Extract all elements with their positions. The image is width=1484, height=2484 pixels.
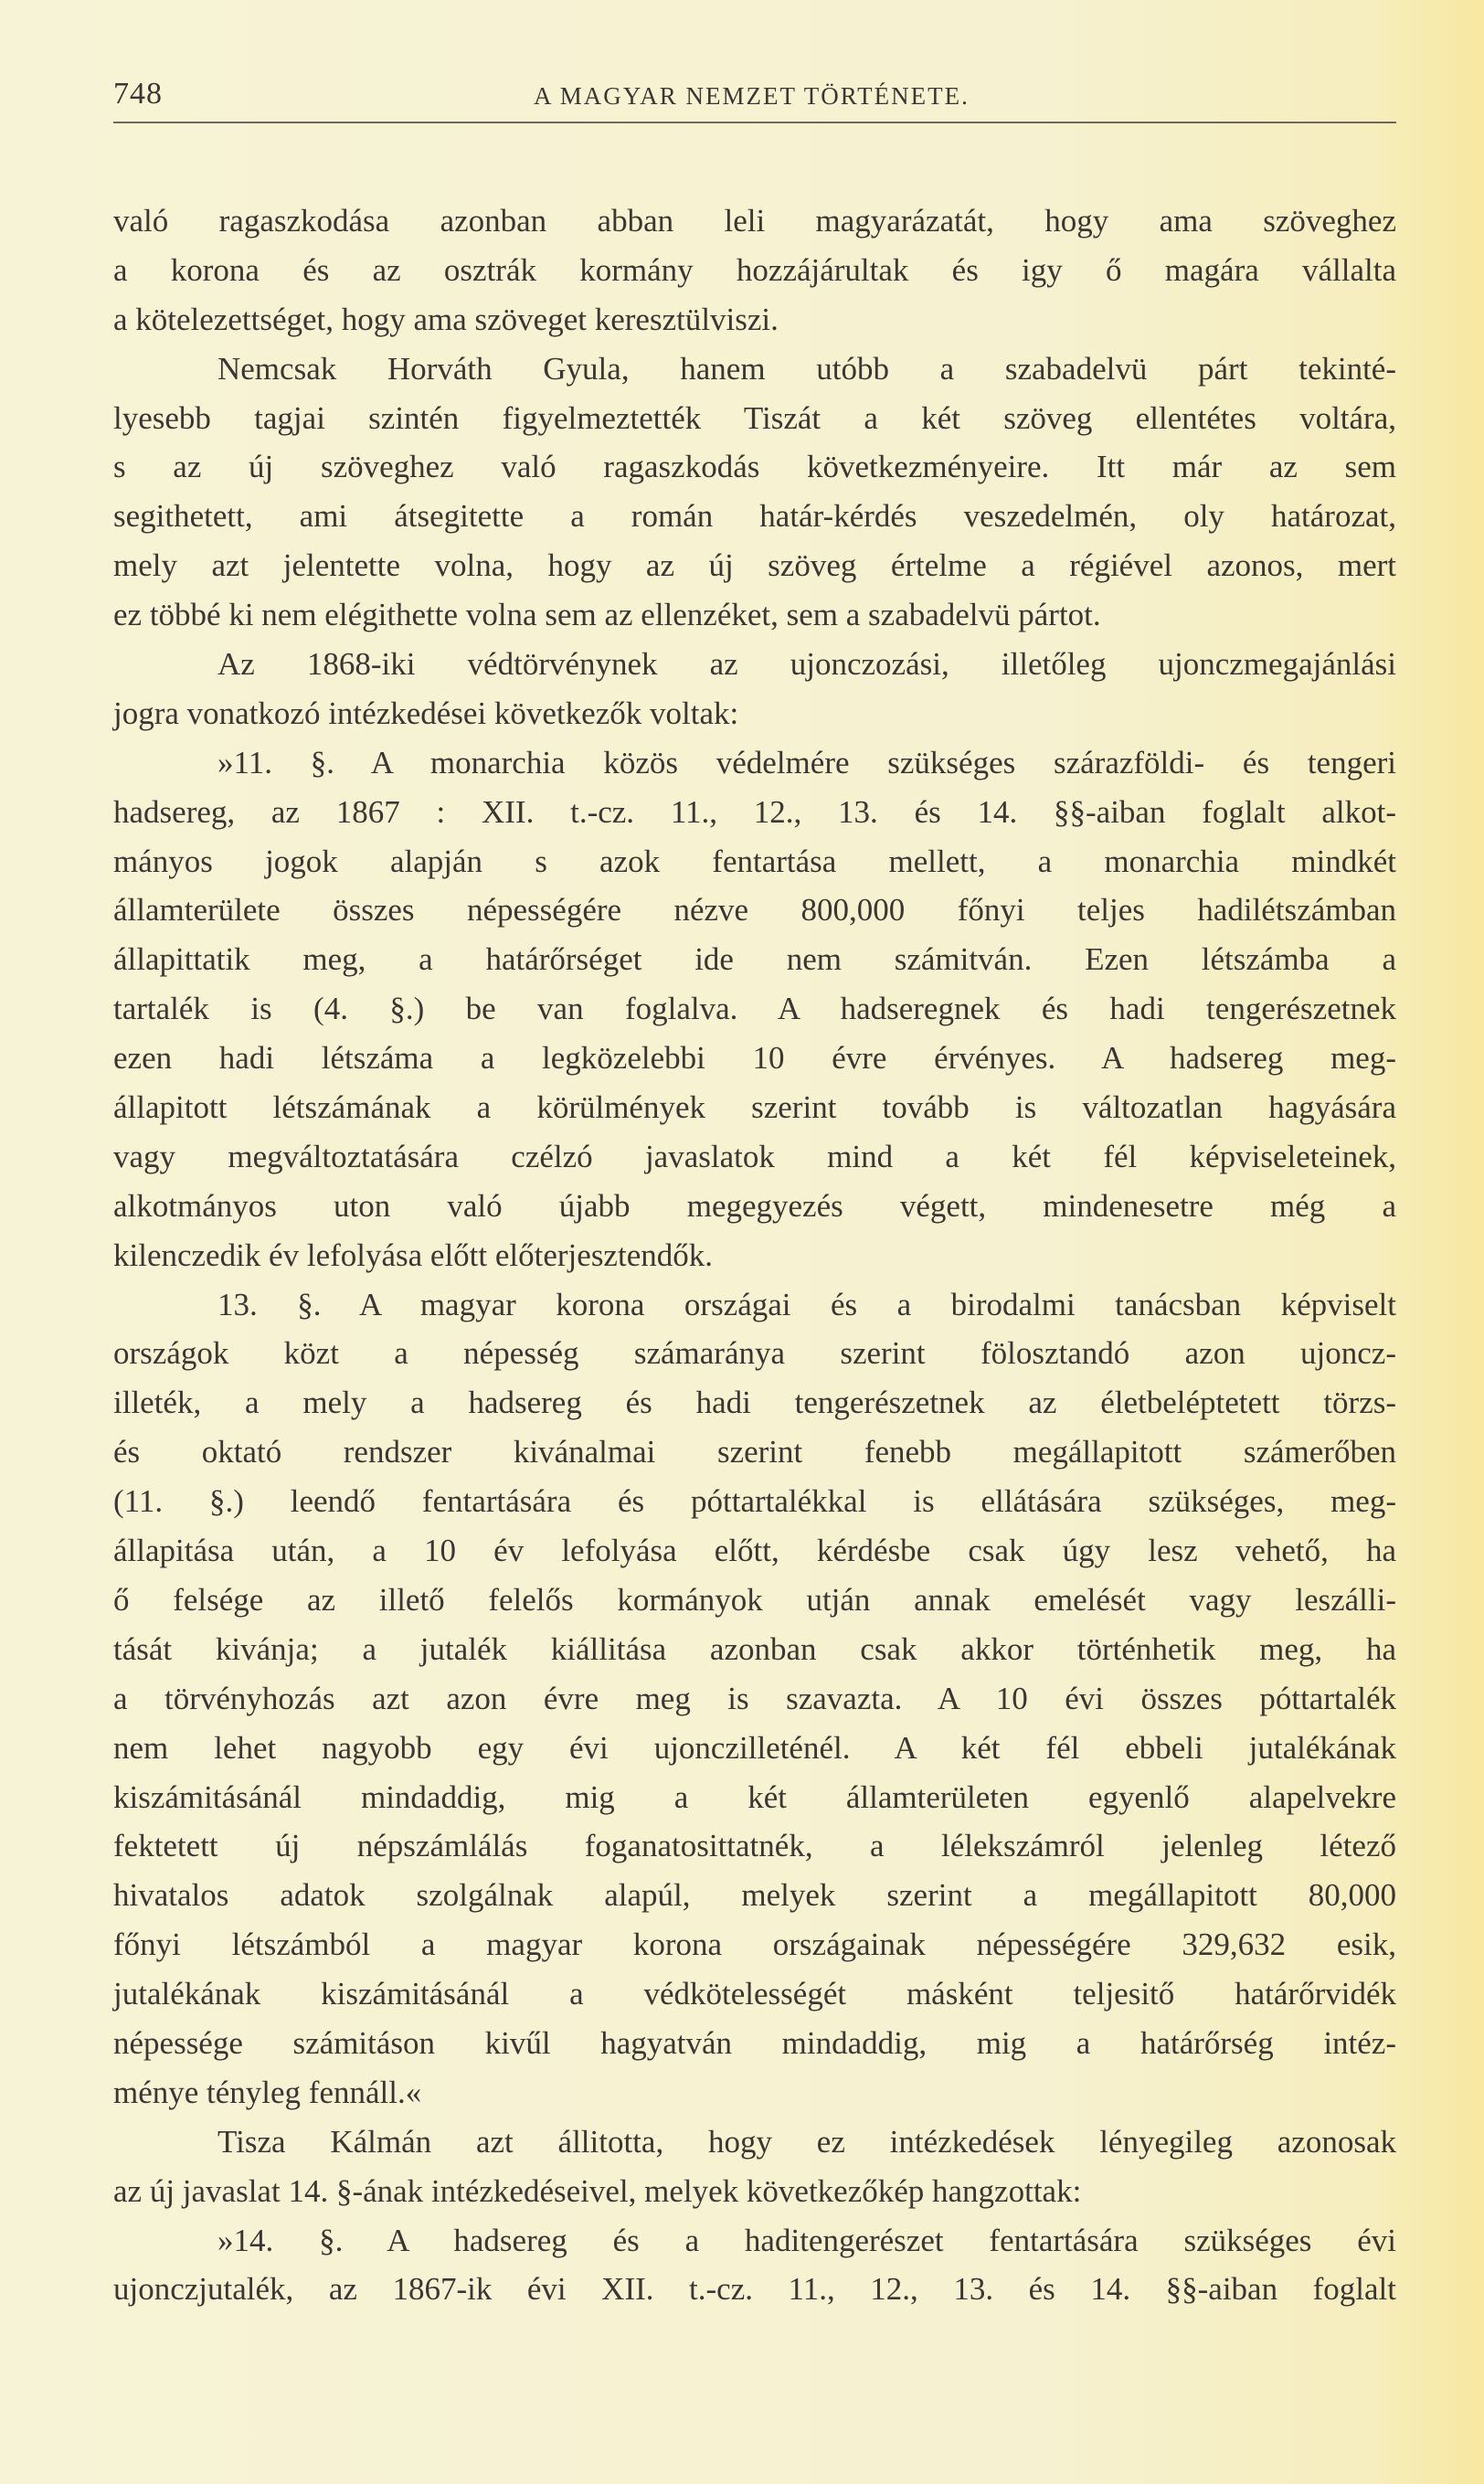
text-line: államterülete összes népességére nézve 800,000 főnyi teljes hadilétszámban xyxy=(113,892,1396,929)
text-line: és oktató rendszer kivánalmai szerint fenebb megállapitott számerőben xyxy=(113,1434,1396,1470)
text-line: a törvényhozás azt azon évre meg is szavazta. A 10 évi összes póttartalék xyxy=(113,1680,1396,1716)
body-text xyxy=(113,196,1396,2314)
text-line: vagy megváltoztatására czélzó javaslatok mind a két fél képviseleteinek, xyxy=(113,1138,1396,1174)
running-title: A MAGYAR NEMZET TÖRTÉNETE. xyxy=(534,82,970,110)
text-line: kilenczedik év lefolyása előtt előterjesztendők. xyxy=(113,1237,713,1273)
text-line: fektetett új népszámlálás foganatosittatnék, a lélekszámról jelenleg létező xyxy=(113,1828,1396,1864)
text-line: a korona és az osztrák kormány hozzájárultak és igy ő magára vállalta xyxy=(113,251,1396,288)
text-line: (11. §.) leendő fentartására és póttartalékkal is ellátására szükséges, meg- xyxy=(113,1483,1396,1520)
text-line: s az új szöveghez való ragaszkodás következményeire. Itt már az sem xyxy=(113,449,1396,485)
text-line: nem lehet nagyobb egy évi ujonczilleténél. A két fél ebbeli jutalékának xyxy=(113,1729,1396,1766)
text-line: mányos jogok alapján s azok fentartása mellett, a monarchia mindkét xyxy=(113,843,1396,879)
text-line: alkotmányos uton való újabb megegyezés végett, mindenesetre még a xyxy=(113,1187,1396,1224)
page-number: 748 xyxy=(113,77,163,111)
text-line: az új javaslat 14. §-ának intézkedéseivel, melyek következőkép hangzottak: xyxy=(113,2172,1082,2209)
text-line: »11. §. A monarchia közös védelmére szükséges szárazföldi- és tengeri xyxy=(217,744,1396,780)
text-line: ménye tényleg fennáll.« xyxy=(113,2074,422,2110)
text-line: állapitása után, a 10 év lefolyása előtt, kérdésbe csak úgy lesz vehető, ha xyxy=(113,1533,1396,1569)
text-line: Nemcsak Horváth Gyula, hanem utóbb a szabadelvü párt tekinté- xyxy=(217,350,1396,387)
text-line: 13. §. A magyar korona országai és a birodalmi tanácsban képviselt xyxy=(217,1286,1396,1322)
text-line: jogra vonatkozó intézkedései következők voltak: xyxy=(113,695,739,731)
text-line: hadsereg, az 1867 : XII. t.-cz. 11., 12., 13. és 14. §§-aiban foglalt alkot- xyxy=(113,793,1396,830)
text-line: főnyi létszámból a magyar korona országainak népességére 329,632 esik, xyxy=(113,1927,1396,1963)
text-line: »14. §. A hadsereg és a haditengerészet fentartására szükséges évi xyxy=(217,2222,1396,2258)
text-line: hivatalos adatok szolgálnak alapúl, melyek szerint a megállapitott 80,000 xyxy=(113,1877,1396,1914)
text-line: ujonczjutalék, az 1867-ik évi XII. t.-cz. 11., 12., 13. és 14. §§-aiban foglalt xyxy=(113,2271,1396,2308)
text-line: állapitott létszámának a körülmények szerint tovább is változatlan hagyására xyxy=(113,1089,1396,1126)
text-line: kiszámitásánál mindaddig, mig a két államterületen egyenlő alapelvekre xyxy=(113,1778,1396,1815)
text-line: segithetett, ami átsegitette a román határ-kérdés veszedelmén, oly határozat, xyxy=(113,498,1396,535)
running-header xyxy=(113,77,1396,117)
text-line: mely azt jelentette volna, hogy az új szöveg értelme a régiével azonos, mert xyxy=(113,547,1396,584)
text-line: Tisza Kálmán azt állitotta, hogy ez intézkedések lényegileg azonosak xyxy=(217,2123,1396,2160)
text-line: ő felsége az illető felelős kormányok utján annak emelését vagy leszálli- xyxy=(113,1581,1396,1618)
text-line: országok közt a népesség számaránya szerint fölosztandó azon ujoncz- xyxy=(113,1335,1396,1372)
text-line: való ragaszkodása azonban abban leli magyarázatát, hogy ama szöveghez xyxy=(113,203,1396,239)
text-line: jutalékának kiszámitásánál a védkötelességét másként teljesitő határőrvidék xyxy=(113,1976,1396,2012)
text-line: a kötelezettséget, hogy ama szöveget keresztülviszi. xyxy=(113,301,779,337)
text-line: népessége számitáson kivűl hagyatván mindaddig, mig a határőrség intéz- xyxy=(113,2024,1396,2061)
text-line: Az 1868-iki védtörvénynek az ujonczozási, illetőleg ujonczmegajánlási xyxy=(217,646,1396,683)
text-line: lyesebb tagjai szintén figyelmeztették Tiszát a két szöveg ellentétes voltára, xyxy=(113,399,1396,436)
text-line: ez többé ki nem elégithette volna sem az ellenzéket, sem a szabadelvü pártot. xyxy=(113,597,1101,633)
text-line: tartalék is (4. §.) be van foglalva. A hadseregnek és hadi tengerészetnek xyxy=(113,991,1396,1027)
header-rule xyxy=(113,122,1396,123)
text-line: ezen hadi létszáma a legközelebbi 10 évre érvényes. A hadsereg meg- xyxy=(113,1040,1396,1077)
text-line: tását kivánja; a jutalék kiállitása azonban csak akkor történhetik meg, ha xyxy=(113,1630,1396,1667)
text-line: állapittatik meg, a határőrséget ide nem számitván. Ezen létszámba a xyxy=(113,941,1396,978)
text-line: illeték, a mely a hadsereg és hadi tengerészetnek az életbeléptetett törzs- xyxy=(113,1385,1396,1421)
